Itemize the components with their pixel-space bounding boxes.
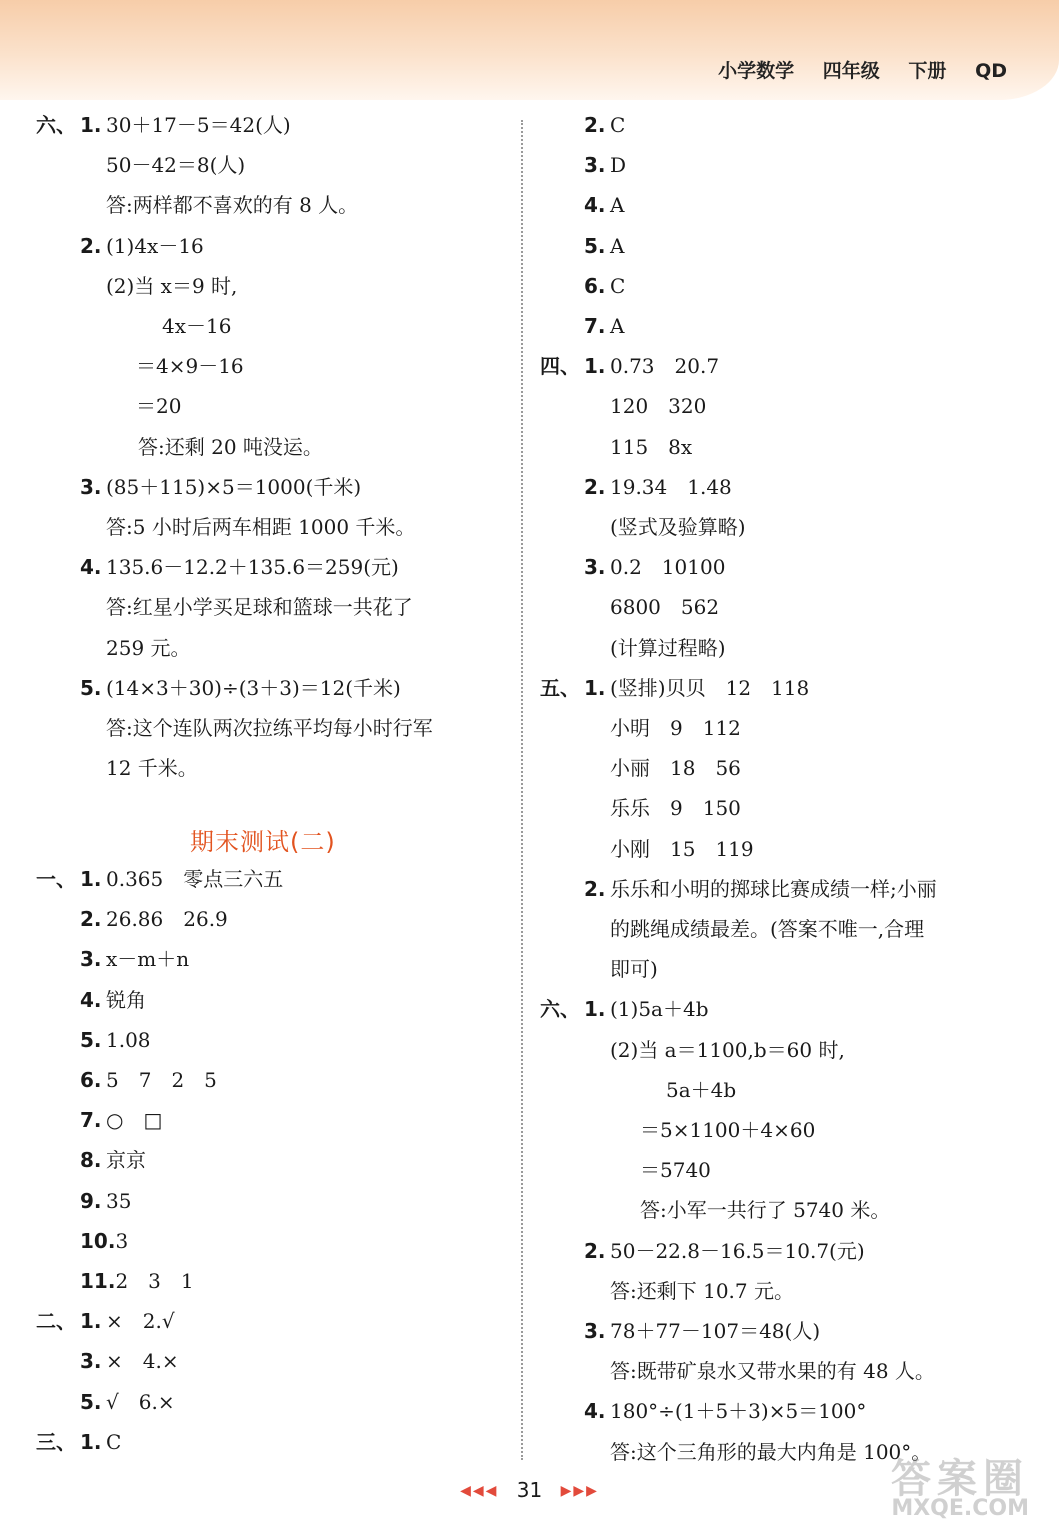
answer-text: 78＋77－107＝48(人) bbox=[610, 1319, 821, 1343]
answer-line bbox=[36, 755, 198, 781]
answer-line bbox=[36, 1228, 128, 1254]
answer-line bbox=[36, 273, 237, 299]
answer-line bbox=[540, 474, 732, 500]
answer-text: 50－42＝8(人) bbox=[106, 153, 246, 178]
question-number: 4. bbox=[584, 193, 606, 218]
answer-text: (1)4x－16 bbox=[106, 233, 204, 258]
answer-line bbox=[36, 393, 181, 419]
answer-line bbox=[36, 514, 415, 540]
section-prefix: 四、 bbox=[540, 354, 580, 379]
section-prefix: 一、 bbox=[36, 867, 76, 891]
answer-line bbox=[540, 675, 809, 701]
answer-text: C bbox=[106, 1429, 122, 1454]
question-number: 1. bbox=[80, 113, 102, 137]
edition-label: QD bbox=[975, 60, 1007, 82]
answer-text: 0.365 零点三六五 bbox=[106, 867, 284, 891]
answer-line bbox=[36, 1107, 162, 1133]
question-number: 1. bbox=[80, 1429, 102, 1454]
answer-line bbox=[36, 906, 228, 932]
answer-text: 120 320 bbox=[610, 394, 707, 419]
answer-line bbox=[36, 1308, 175, 1334]
answer-text: 135.6－12.2＋135.6＝259(元) bbox=[106, 555, 399, 580]
answer-text: × 4.× bbox=[106, 1349, 179, 1374]
answer-text: (2)当 x＝9 时, bbox=[106, 273, 238, 298]
answer-line bbox=[36, 946, 189, 972]
answer-text: 答:还剩 20 吨没运。 bbox=[138, 434, 323, 459]
answer-text: 即可) bbox=[610, 957, 658, 982]
answer-text: A bbox=[610, 193, 625, 218]
answer-line bbox=[540, 1358, 935, 1384]
answer-text: (竖排)贝贝 12 118 bbox=[610, 675, 810, 700]
answer-text: 50－22.8－16.5＝10.7(元) bbox=[610, 1238, 865, 1263]
page-number: 31 bbox=[516, 1478, 543, 1502]
answer-text: C bbox=[610, 273, 626, 298]
question-number: 4. bbox=[80, 987, 102, 1012]
answer-text: (竖式及验算略) bbox=[610, 515, 746, 539]
question-number: 3. bbox=[584, 1319, 606, 1343]
answer-line bbox=[540, 715, 741, 741]
answer-line bbox=[540, 514, 746, 540]
answer-text: 小刚 15 119 bbox=[610, 836, 754, 861]
answer-line bbox=[36, 675, 401, 701]
question-number: 2. bbox=[80, 907, 102, 932]
answer-text: 3 bbox=[115, 1228, 129, 1253]
answer-line bbox=[36, 1389, 175, 1415]
watermark-title: 答案圈 bbox=[891, 1456, 1029, 1502]
answer-line bbox=[540, 1157, 711, 1183]
answer-text: 30＋17－5＝42(人) bbox=[106, 113, 291, 137]
answer-text: 35 bbox=[106, 1188, 132, 1213]
answer-line bbox=[540, 876, 937, 902]
answer-line bbox=[36, 112, 291, 138]
subject-label: 小学数学 bbox=[718, 60, 795, 82]
answer-text: 0.2 10100 bbox=[610, 555, 726, 580]
answer-text: 答:红星小学买足球和篮球一共花了 bbox=[106, 595, 413, 620]
answer-text: 答:小军一共行了 5740 米。 bbox=[640, 1198, 891, 1223]
answer-line bbox=[540, 1197, 890, 1223]
answer-text: 12 千米。 bbox=[106, 756, 198, 781]
answer-text: (85＋115)×5＝1000(千米) bbox=[106, 474, 362, 499]
answer-line bbox=[36, 233, 204, 259]
answer-line bbox=[540, 956, 658, 982]
answer-line bbox=[540, 1278, 794, 1304]
answer-line bbox=[540, 1439, 931, 1465]
question-number: 11. bbox=[80, 1269, 116, 1293]
answer-text: 180°÷(1＋5＋3)×5＝100° bbox=[610, 1399, 867, 1424]
answer-text: × 2.√ bbox=[106, 1309, 175, 1334]
watermark bbox=[891, 1456, 1029, 1524]
answer-line bbox=[540, 554, 725, 580]
answer-text: (计算过程略) bbox=[610, 635, 726, 660]
answer-line bbox=[540, 755, 741, 781]
column-divider bbox=[521, 120, 523, 1460]
answer-text: 答:这个三角形的最大内角是 100°。 bbox=[610, 1439, 932, 1464]
answer-line bbox=[540, 313, 624, 339]
question-number: 4. bbox=[80, 555, 102, 580]
answer-text: 259 元。 bbox=[106, 635, 191, 660]
grade-label: 四年级 bbox=[822, 60, 880, 82]
next-arrows-icon: ▶▶▶ bbox=[560, 1483, 599, 1499]
answer-line bbox=[540, 393, 706, 419]
answer-line bbox=[36, 1348, 179, 1374]
answer-text: ＝5740 bbox=[640, 1158, 711, 1183]
answer-line bbox=[36, 152, 245, 178]
question-number: 1. bbox=[584, 997, 606, 1022]
question-number: 5. bbox=[80, 1389, 102, 1414]
answer-line bbox=[540, 1037, 845, 1063]
answer-line bbox=[36, 1067, 217, 1093]
answer-line bbox=[540, 594, 719, 620]
answer-text: 京京 bbox=[106, 1148, 146, 1173]
answer-line bbox=[36, 1188, 131, 1214]
answer-line bbox=[36, 594, 413, 620]
answer-text: C bbox=[610, 113, 626, 137]
question-number: 3. bbox=[584, 153, 606, 178]
answer-line bbox=[540, 273, 625, 299]
section-prefix: 五、 bbox=[540, 675, 580, 700]
answer-line bbox=[540, 836, 754, 862]
answer-text: 小丽 18 56 bbox=[610, 756, 741, 781]
answer-line bbox=[36, 434, 323, 460]
header-meta bbox=[696, 56, 1007, 83]
watermark-url: MXQE.COM bbox=[891, 1496, 1029, 1521]
answer-line bbox=[540, 112, 625, 138]
question-number: 10. bbox=[80, 1228, 116, 1253]
answer-text: 0.73 20.7 bbox=[610, 354, 720, 379]
answer-text: (2)当 a＝1100,b＝60 时, bbox=[610, 1037, 845, 1062]
answer-text: ○ □ bbox=[106, 1108, 163, 1133]
answer-line bbox=[540, 916, 924, 942]
answer-text: 乐乐 9 150 bbox=[610, 796, 741, 821]
volume-label: 下册 bbox=[908, 60, 947, 82]
answer-text: A bbox=[610, 233, 625, 258]
answer-text: 答:既带矿泉水又带水果的有 48 人。 bbox=[610, 1359, 935, 1384]
section-prefix: 三、 bbox=[36, 1429, 76, 1454]
question-number: 3. bbox=[584, 555, 606, 580]
section-prefix: 六、 bbox=[540, 997, 580, 1022]
question-number: 3. bbox=[80, 474, 102, 499]
answer-text: 答:这个连队两次拉练平均每小时行军 bbox=[106, 716, 433, 740]
answer-line bbox=[540, 1238, 865, 1264]
answer-line bbox=[540, 996, 709, 1022]
question-number: 2. bbox=[584, 474, 606, 499]
question-number: 1. bbox=[584, 675, 606, 700]
answer-text: 26.86 26.9 bbox=[106, 907, 228, 932]
question-number: 1. bbox=[80, 867, 102, 891]
answer-line bbox=[540, 1398, 866, 1424]
answer-text: 乐乐和小明的掷球比赛成绩一样;小丽 bbox=[610, 876, 937, 901]
answer-line bbox=[540, 1318, 820, 1344]
answer-text: ＝4×9－16 bbox=[136, 354, 244, 379]
question-number: 2. bbox=[584, 113, 606, 137]
question-number: 2. bbox=[584, 876, 606, 901]
answer-line bbox=[36, 866, 283, 892]
question-number: 8. bbox=[80, 1148, 102, 1173]
answer-line bbox=[540, 635, 726, 661]
answer-text: 答:5 小时后两车相距 1000 千米。 bbox=[106, 515, 416, 539]
question-number: 9. bbox=[80, 1188, 102, 1213]
answer-text: 5 7 2 5 bbox=[106, 1068, 217, 1092]
prev-arrows-icon: ◀◀◀ bbox=[460, 1483, 499, 1499]
question-number: 1. bbox=[80, 1309, 102, 1334]
answer-text: √ 6.× bbox=[106, 1389, 175, 1414]
answer-line bbox=[36, 1429, 121, 1455]
answer-text: 6800 562 bbox=[610, 595, 720, 620]
question-number: 4. bbox=[584, 1399, 606, 1424]
answer-text: 5a＋4b bbox=[666, 1077, 737, 1102]
answer-text: ＝5×1100＋4×60 bbox=[640, 1118, 816, 1142]
answer-text: x－m＋n bbox=[106, 947, 190, 972]
answer-line bbox=[540, 192, 624, 218]
answer-text: (1)5a＋4b bbox=[610, 997, 709, 1022]
answer-text: 答:还剩下 10.7 元。 bbox=[610, 1278, 794, 1303]
answer-line bbox=[540, 795, 741, 821]
question-number: 5. bbox=[584, 233, 606, 258]
answer-text: 锐角 bbox=[106, 987, 146, 1012]
answer-text: 2 3 1 bbox=[115, 1269, 194, 1293]
answer-text: (14×3＋30)÷(3＋3)＝12(千米) bbox=[106, 675, 401, 700]
section-prefix: 二、 bbox=[36, 1309, 76, 1334]
question-number: 6. bbox=[584, 273, 606, 298]
question-number: 1. bbox=[584, 354, 606, 379]
answer-text: D bbox=[610, 153, 627, 178]
question-number: 5. bbox=[80, 1027, 102, 1052]
answer-text: 的跳绳成绩最差。(答案不唯一,合理 bbox=[610, 917, 925, 941]
answer-line bbox=[36, 554, 399, 580]
answer-text: 115 8x bbox=[610, 434, 693, 459]
answer-line bbox=[36, 635, 191, 661]
answer-text: A bbox=[610, 314, 625, 338]
answer-line bbox=[540, 434, 692, 460]
answer-text: ＝20 bbox=[136, 394, 182, 419]
answer-line bbox=[36, 1147, 146, 1173]
answer-text: 4x－16 bbox=[162, 314, 232, 338]
answer-line bbox=[540, 353, 719, 379]
question-number: 2. bbox=[584, 1238, 606, 1263]
answer-line bbox=[36, 1268, 194, 1294]
question-number: 7. bbox=[80, 1108, 102, 1133]
question-number: 3. bbox=[80, 947, 102, 972]
section-prefix: 六、 bbox=[36, 113, 76, 137]
answer-line bbox=[540, 1117, 815, 1143]
answer-line bbox=[540, 233, 624, 259]
question-number: 2. bbox=[80, 233, 102, 258]
answer-text: 小明 9 112 bbox=[610, 716, 741, 740]
answer-line bbox=[540, 152, 626, 178]
answer-text: 1.08 bbox=[106, 1027, 151, 1052]
section-title: 期末测试(二) bbox=[190, 828, 336, 856]
answer-text: 19.34 1.48 bbox=[610, 474, 732, 499]
answer-line bbox=[36, 715, 433, 741]
question-number: 5. bbox=[80, 675, 102, 700]
answer-text: 答:两样都不喜欢的有 8 人。 bbox=[106, 193, 359, 218]
answer-line bbox=[36, 1027, 151, 1053]
answer-line bbox=[540, 1077, 736, 1103]
answer-line bbox=[36, 353, 244, 379]
answer-line bbox=[36, 474, 361, 500]
answer-line bbox=[36, 313, 231, 339]
header-band bbox=[0, 0, 1059, 100]
question-number: 3. bbox=[80, 1349, 102, 1374]
question-number: 7. bbox=[584, 314, 606, 338]
answer-line bbox=[36, 987, 146, 1013]
answer-line bbox=[36, 192, 358, 218]
question-number: 6. bbox=[80, 1068, 102, 1092]
